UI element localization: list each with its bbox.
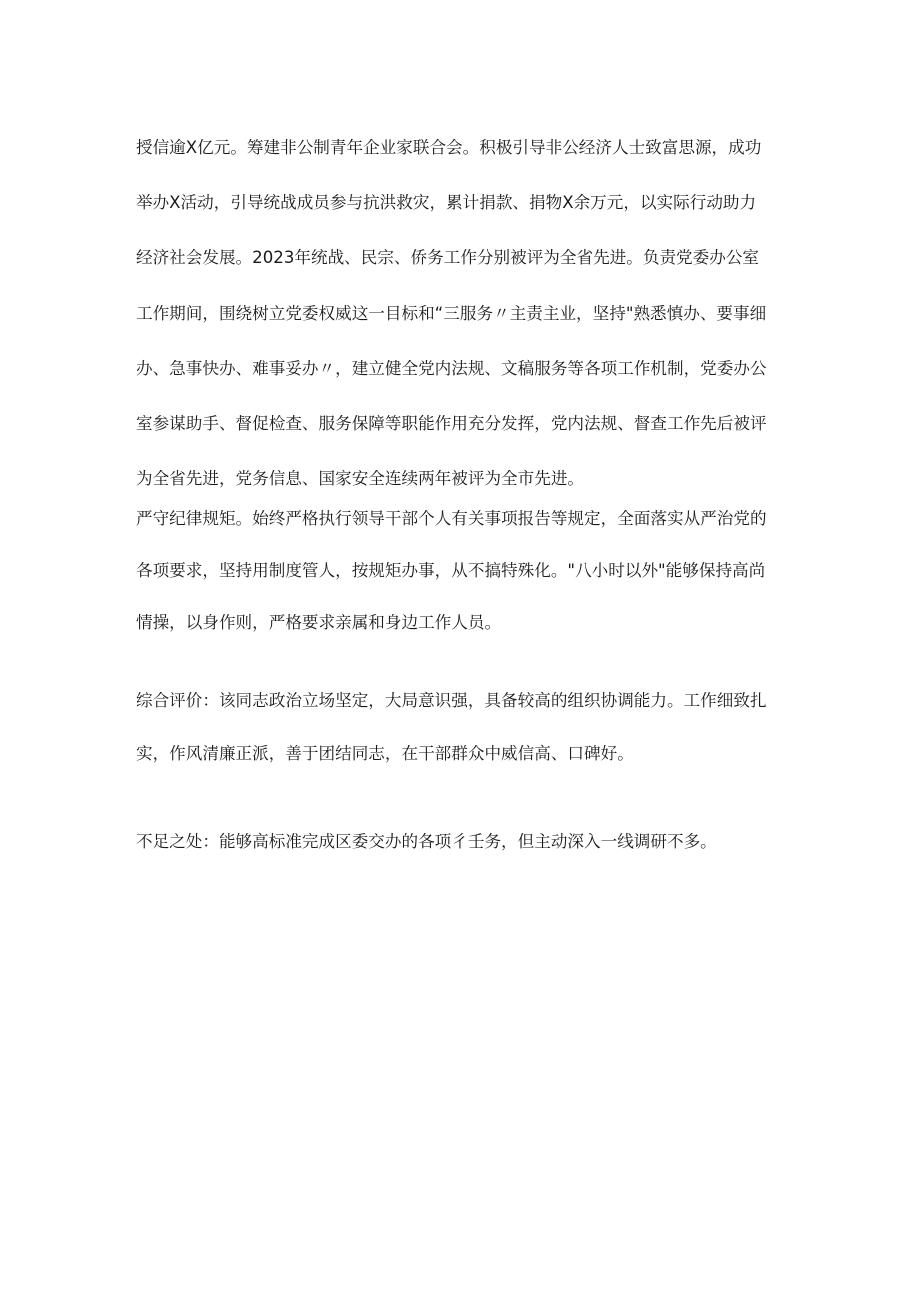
paragraph-work-performance (136, 140, 786, 526)
text-line: 授信逾Ⅹ亿元。筹建非公制青年企业家联合会。积极引导非公经济人士致富思源，成功 (136, 138, 762, 157)
text-line: 举办Ⅹ活动，引导统战成员参与抗洪救灾，累计捐款、捐物Ⅹ余万元，以实际行动助力 (136, 193, 757, 213)
paragraph-shortcomings (136, 834, 786, 852)
text-line: 不足之处：能够高标准完成区委交办的各项彳壬务，但主动深入一线调研不多。 (136, 832, 717, 851)
paragraph-discipline (136, 511, 786, 667)
text-line: 室参谋助手、督促检查、服务保障等职能作用充分发挥，党内法规、督查工作先后被评 (136, 413, 767, 433)
text-line: 综合评价：该同志政治立场坚定，大局意识强，具备较高的组织协调能力。工作细致扎 (136, 691, 767, 710)
text-line: 经济社会发展。2023年统战、民宗、侨务工作分别被评为全省先进。负责党委办公室 (136, 248, 760, 268)
text-line: 为全省先进，党务信息、国家安全连续两年被评为全市先进。 (136, 469, 585, 489)
text-line: 办、急事快办、难事妥办〃，建立健全党内法规、文稿服务等各项工作机制，党委办公 (136, 358, 767, 378)
paragraph-overall-evaluation (136, 693, 786, 799)
text-line: 实，作风清廉正派，善于团结同志，在干部群众中威信高、口碑好。 (136, 744, 634, 763)
text-line: 情操，以身作则，严格要求亲属和身边工作人员。 (136, 613, 502, 632)
text-line: 各项要求，坚持用制度管人，按规矩办事，从不搞特殊化。"八小时以外"能够保持高尚 (136, 561, 766, 580)
text-line: 严守纪律规矩。始终严格执行领导干部个人有关事项报告等规定，全面落实从严治党的 (136, 509, 767, 528)
text-line: 工作期间，围绕树立党委权威这一目标和“三服务〃主责主业，坚持"熟悉慎办、要事细 (136, 303, 767, 323)
